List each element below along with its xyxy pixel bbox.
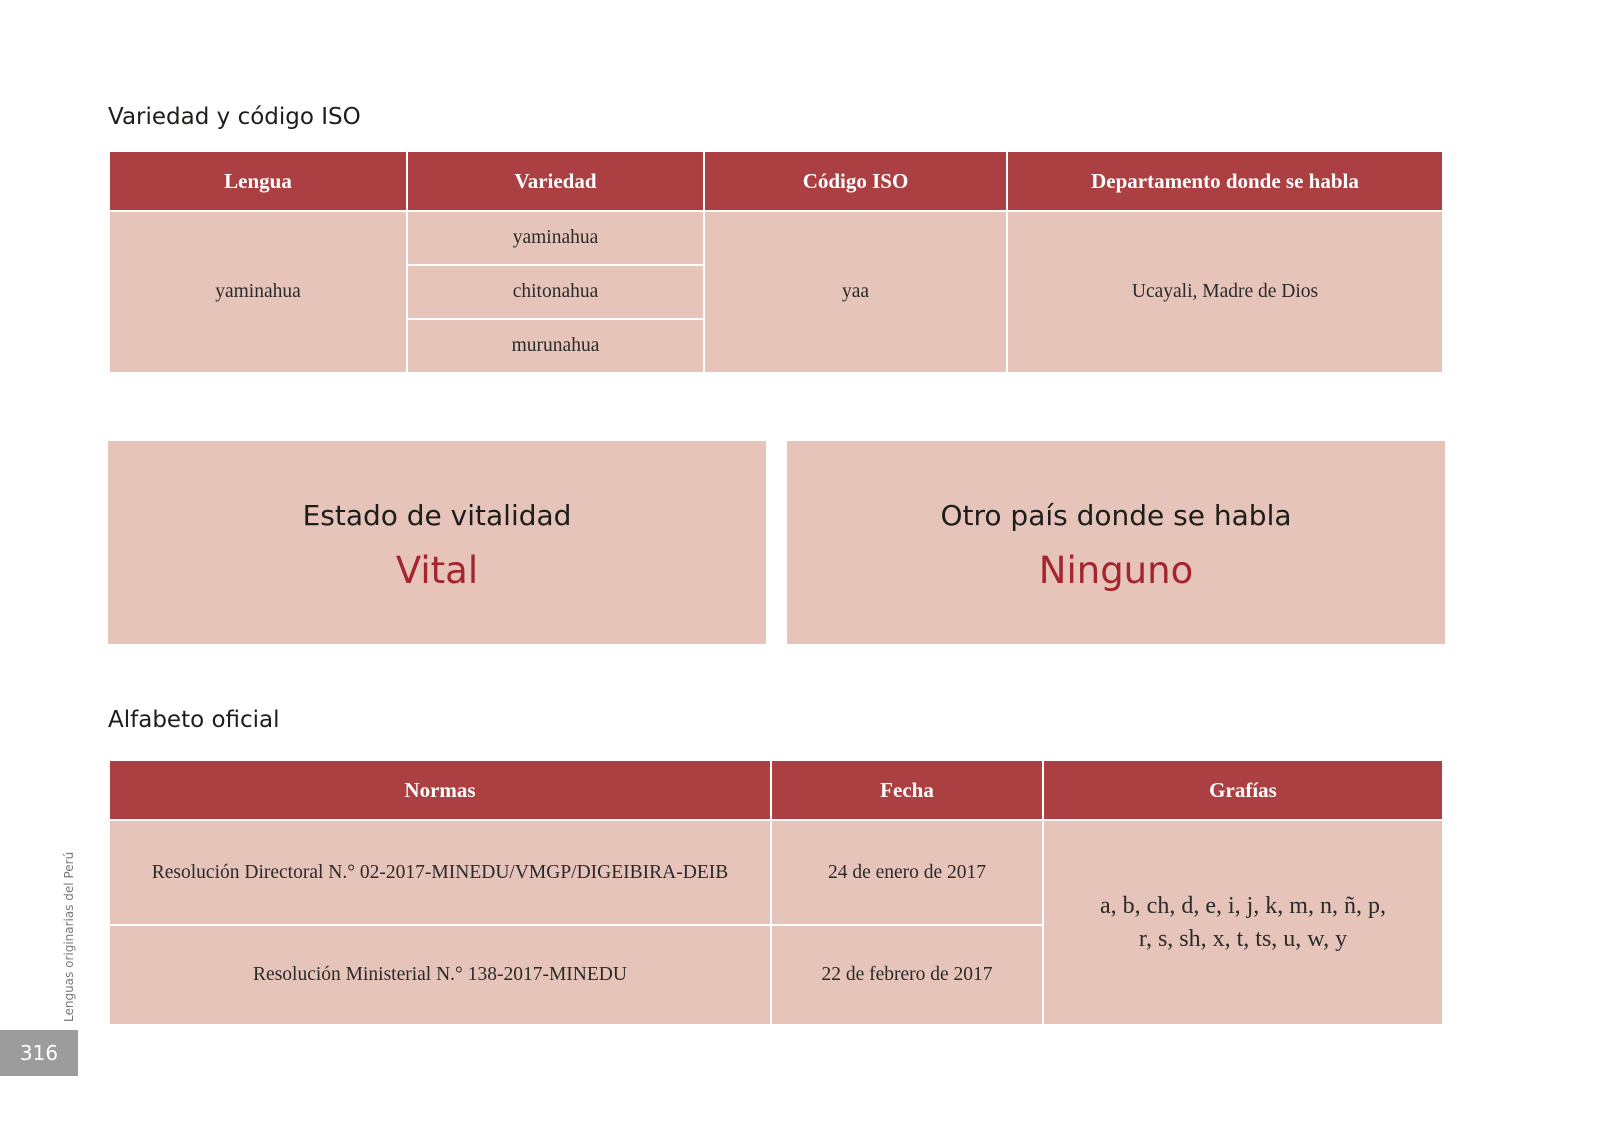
variedad-cell: murunahua xyxy=(407,319,704,373)
grafias-line: a, b, ch, d, e, i, j, k, m, n, ñ, p, xyxy=(1100,892,1386,919)
variedad-cell: chitonahua xyxy=(407,265,704,319)
side-caption: Lenguas originarias del Perú xyxy=(62,851,76,1022)
header-normas: Normas xyxy=(109,760,771,820)
norma-cell: Resolución Ministerial N.° 138-2017-MINEDU xyxy=(109,925,771,1025)
header-codigo-iso: Código ISO xyxy=(704,151,1007,211)
header-fecha: Fecha xyxy=(771,760,1043,820)
departamento-cell: Ucayali, Madre de Dios xyxy=(1007,211,1443,373)
table-header-row xyxy=(109,151,1443,211)
header-variedad: Variedad xyxy=(407,151,704,211)
vitalidad-box xyxy=(108,441,766,644)
table-header-row xyxy=(109,760,1443,820)
otro-pais-value: Ninguno xyxy=(1038,549,1194,592)
table-row xyxy=(109,820,1443,925)
lengua-cell: yaminahua xyxy=(109,211,407,373)
otro-pais-box xyxy=(787,441,1445,644)
fecha-cell: 24 de enero de 2017 xyxy=(771,820,1043,925)
alfabeto-heading: Alfabeto oficial xyxy=(108,707,280,733)
header-lengua: Lengua xyxy=(109,151,407,211)
grafias-cell xyxy=(1043,820,1443,1025)
alfabeto-table xyxy=(108,759,1444,1026)
codigo-iso-cell: yaa xyxy=(704,211,1007,373)
fecha-cell: 22 de febrero de 2017 xyxy=(771,925,1043,1025)
table-row xyxy=(109,211,1443,265)
norma-cell: Resolución Directoral N.° 02-2017-MINEDU/VMGP/DIGEIBIRA-DEIB xyxy=(109,820,771,925)
header-grafias: Grafías xyxy=(1043,760,1443,820)
variedad-heading: Variedad y código ISO xyxy=(108,104,361,130)
variedad-table xyxy=(108,150,1444,374)
otro-pais-label: Otro país donde se habla xyxy=(940,499,1292,532)
header-departamento: Departamento donde se habla xyxy=(1007,151,1443,211)
grafias-line: r, s, sh, x, t, ts, u, w, y xyxy=(1138,925,1348,952)
page-number: 316 xyxy=(0,1030,78,1076)
vitalidad-value: Vital xyxy=(395,549,479,592)
vitalidad-label: Estado de vitalidad xyxy=(302,499,572,532)
variedad-cell: yaminahua xyxy=(407,211,704,265)
